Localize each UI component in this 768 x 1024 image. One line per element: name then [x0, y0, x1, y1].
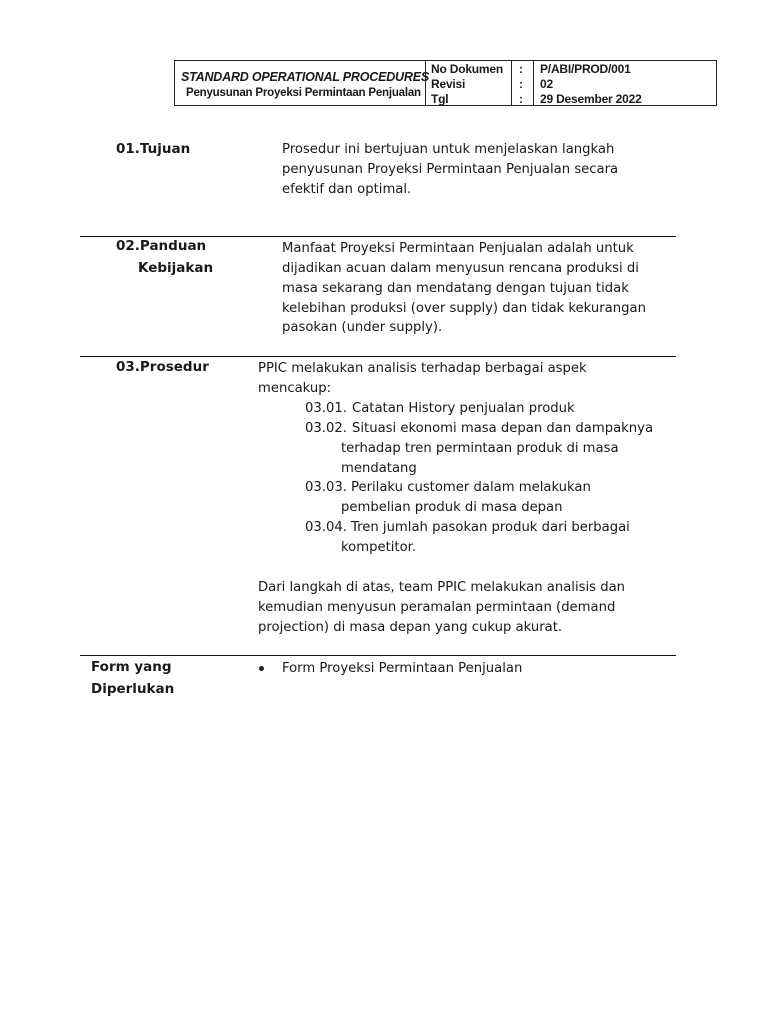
header-divider	[533, 61, 534, 105]
prosedur-item-text: mendatang	[341, 461, 417, 476]
separator: :	[519, 92, 523, 106]
tujuan-line: Prosedur ini bertujuan untuk menjelaskan langkah	[282, 142, 615, 157]
section-divider	[80, 236, 676, 237]
header-divider	[511, 61, 512, 105]
panduan-line: masa sekarang dan mendatang dengan tujuan tidak	[282, 281, 629, 296]
section-divider	[80, 655, 676, 656]
prosedur-item-text: Tren jumlah pasokan produk dari berbagai	[351, 520, 630, 535]
prosedur-intro: PPIC melakukan analisis terhadap berbagai aspek	[258, 361, 587, 376]
form-item: Form Proyeksi Permintaan Penjualan	[282, 661, 523, 676]
revision-label: Revisi	[431, 77, 466, 91]
doc-number-label: No Dokumen	[431, 62, 504, 76]
date-label: Tgl	[431, 92, 449, 106]
prosedur-closing: Dari langkah di atas, team PPIC melakukan analisis dan	[258, 580, 626, 595]
prosedur-item-number: 03.04.	[305, 520, 347, 535]
prosedur-closing: kemudian menyusun peramalan permintaan (demand	[258, 600, 616, 615]
tujuan-line: efektif dan optimal.	[282, 182, 412, 197]
bullet-icon	[259, 666, 264, 671]
section-divider	[80, 356, 676, 357]
prosedur-closing: projection) di masa depan yang cukup akurat.	[258, 620, 563, 635]
panduan-line: kelebihan produksi (over supply) dan tidak kekurangan	[282, 301, 646, 316]
revision-value: 02	[540, 77, 553, 91]
section-title-panduan-2: Kebijakan	[138, 260, 214, 276]
prosedur-intro: mencakup:	[258, 381, 332, 396]
prosedur-item-text: Perilaku customer dalam melakukan	[351, 480, 591, 495]
sop-title: STANDARD OPERATIONAL PROCEDURES	[181, 70, 429, 84]
section-title-tujuan: 01.Tujuan	[116, 141, 191, 157]
section-title-prosedur: 03.Prosedur	[116, 359, 209, 375]
prosedur-item-text: kompetitor.	[341, 540, 417, 555]
document-header	[174, 60, 717, 106]
prosedur-item-text: Situasi ekonomi masa depan dan dampaknya	[352, 421, 654, 436]
tujuan-line: penyusunan Proyeksi Permintaan Penjualan secara	[282, 162, 619, 177]
header-divider	[425, 61, 426, 105]
prosedur-item-text: terhadap tren permintaan produk di masa	[341, 441, 619, 456]
doc-number-value: P/ABI/PROD/001	[540, 62, 631, 76]
prosedur-item-number: 03.03.	[305, 480, 347, 495]
panduan-line: pasokan (under supply).	[282, 320, 443, 335]
sop-subtitle: Penyusunan Proyeksi Permintaan Penjualan	[186, 87, 421, 99]
section-title-form-2: Diperlukan	[91, 681, 175, 697]
prosedur-item-number: 03.02.	[305, 421, 347, 436]
panduan-line: Manfaat Proyeksi Permintaan Penjualan adalah untuk	[282, 241, 634, 256]
prosedur-item-text: pembelian produk di masa depan	[341, 500, 563, 515]
section-title-panduan: 02.Panduan	[116, 238, 207, 254]
separator: :	[519, 77, 523, 91]
separator: :	[519, 62, 523, 76]
date-value: 29 Desember 2022	[540, 92, 642, 106]
section-title-form: Form yang	[91, 659, 172, 675]
prosedur-item-number: 03.01.	[305, 401, 347, 416]
panduan-line: dijadikan acuan dalam menyusun rencana produksi di	[282, 261, 639, 276]
prosedur-item-text: Catatan History penjualan produk	[352, 401, 575, 416]
